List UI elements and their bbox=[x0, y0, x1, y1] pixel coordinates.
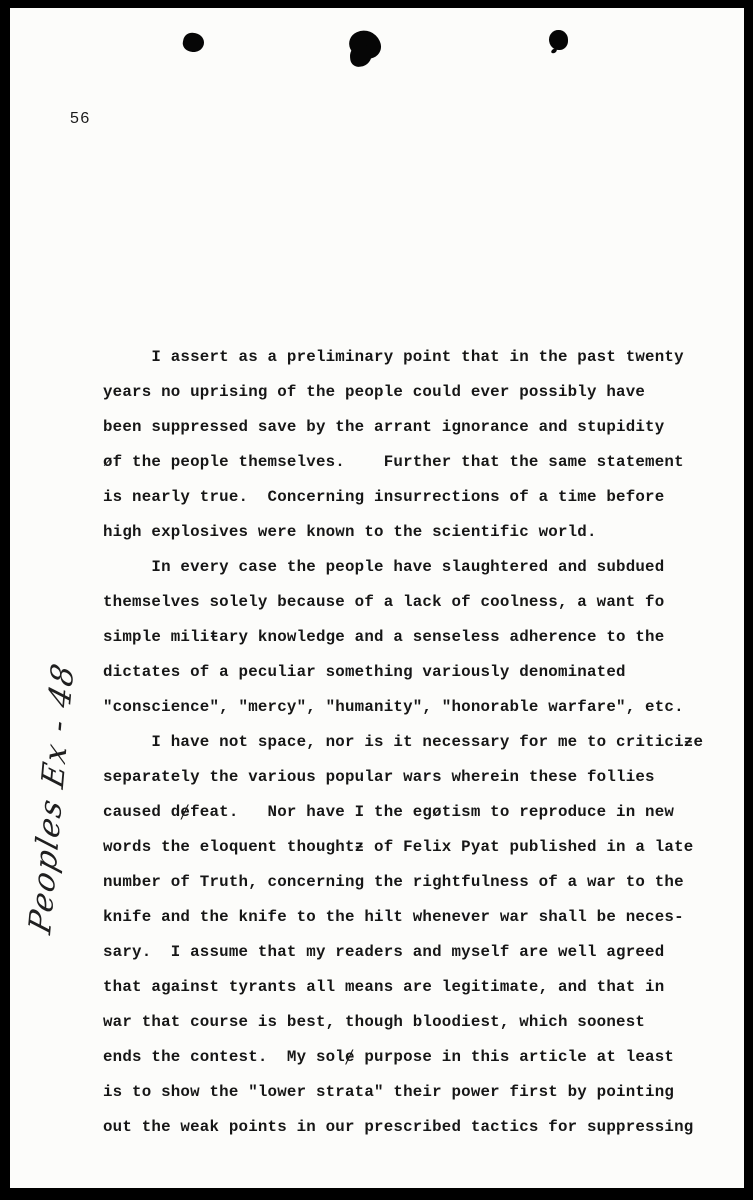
document-page bbox=[10, 8, 744, 1188]
typed-line: themselves solely because of a lack of coolness, a want fo bbox=[103, 593, 665, 611]
ink-blot-icon bbox=[181, 31, 205, 54]
typed-line: been suppressed save by the arrant ignorance and stupidity bbox=[103, 418, 665, 436]
typed-line: war that course is best, though bloodiest, which soonest bbox=[103, 1013, 646, 1031]
ink-blot-icon bbox=[345, 25, 385, 65]
typed-line: is to show the "lower strata" their power first by pointing bbox=[103, 1083, 675, 1101]
typed-line: øf the people themselves. Further that the same statement bbox=[103, 453, 684, 471]
typed-line: high explosives were known to the scientific world. bbox=[103, 523, 597, 541]
typed-line: knife and the knife to the hilt whenever war shall be neces- bbox=[103, 908, 684, 926]
typed-line: "conscience", "mercy", "humanity", "honorable warfare", etc. bbox=[103, 698, 684, 716]
typed-line: I have not space, nor is it necessary for me to criticiƶe bbox=[103, 733, 704, 751]
typed-line: In every case the people have slaughtered and subdued bbox=[103, 558, 665, 576]
typed-line: dictates of a peculiar something variously denominated bbox=[103, 663, 626, 681]
typed-text-block bbox=[103, 340, 723, 1145]
typed-line: caused dɇfeat. Nor have I the egøtism to reproduce in new bbox=[103, 803, 675, 821]
typed-line: sary. I assume that my readers and myself are well agreed bbox=[103, 943, 665, 961]
handwritten-exhibit-label: Peoples Ex - 48 bbox=[22, 658, 82, 938]
typed-line: I assert as a preliminary point that in the past twenty bbox=[103, 348, 684, 366]
typed-line: simple miliŧary knowledge and a senseless adherence to the bbox=[103, 628, 665, 646]
typed-line: years no uprising of the people could ever possibly have bbox=[103, 383, 646, 401]
typed-line: number of Truth, concerning the rightfulness of a war to the bbox=[103, 873, 684, 891]
typed-line: words the eloquent thoughtƶ of Felix Pyat published in a late bbox=[103, 838, 694, 856]
page-number: 56 bbox=[70, 110, 91, 127]
typed-line: out the weak points in our prescribed tactics for suppressing bbox=[103, 1118, 694, 1136]
typed-line: ends the contest. My solɇ purpose in this article at least bbox=[103, 1048, 675, 1066]
typed-line: that against tyrants all means are legitimate, and that in bbox=[103, 978, 665, 996]
typed-line: separately the various popular wars wherein these follies bbox=[103, 768, 655, 786]
typed-line: is nearly true. Concerning insurrections of a time before bbox=[103, 488, 665, 506]
ink-blot-icon bbox=[549, 30, 568, 50]
